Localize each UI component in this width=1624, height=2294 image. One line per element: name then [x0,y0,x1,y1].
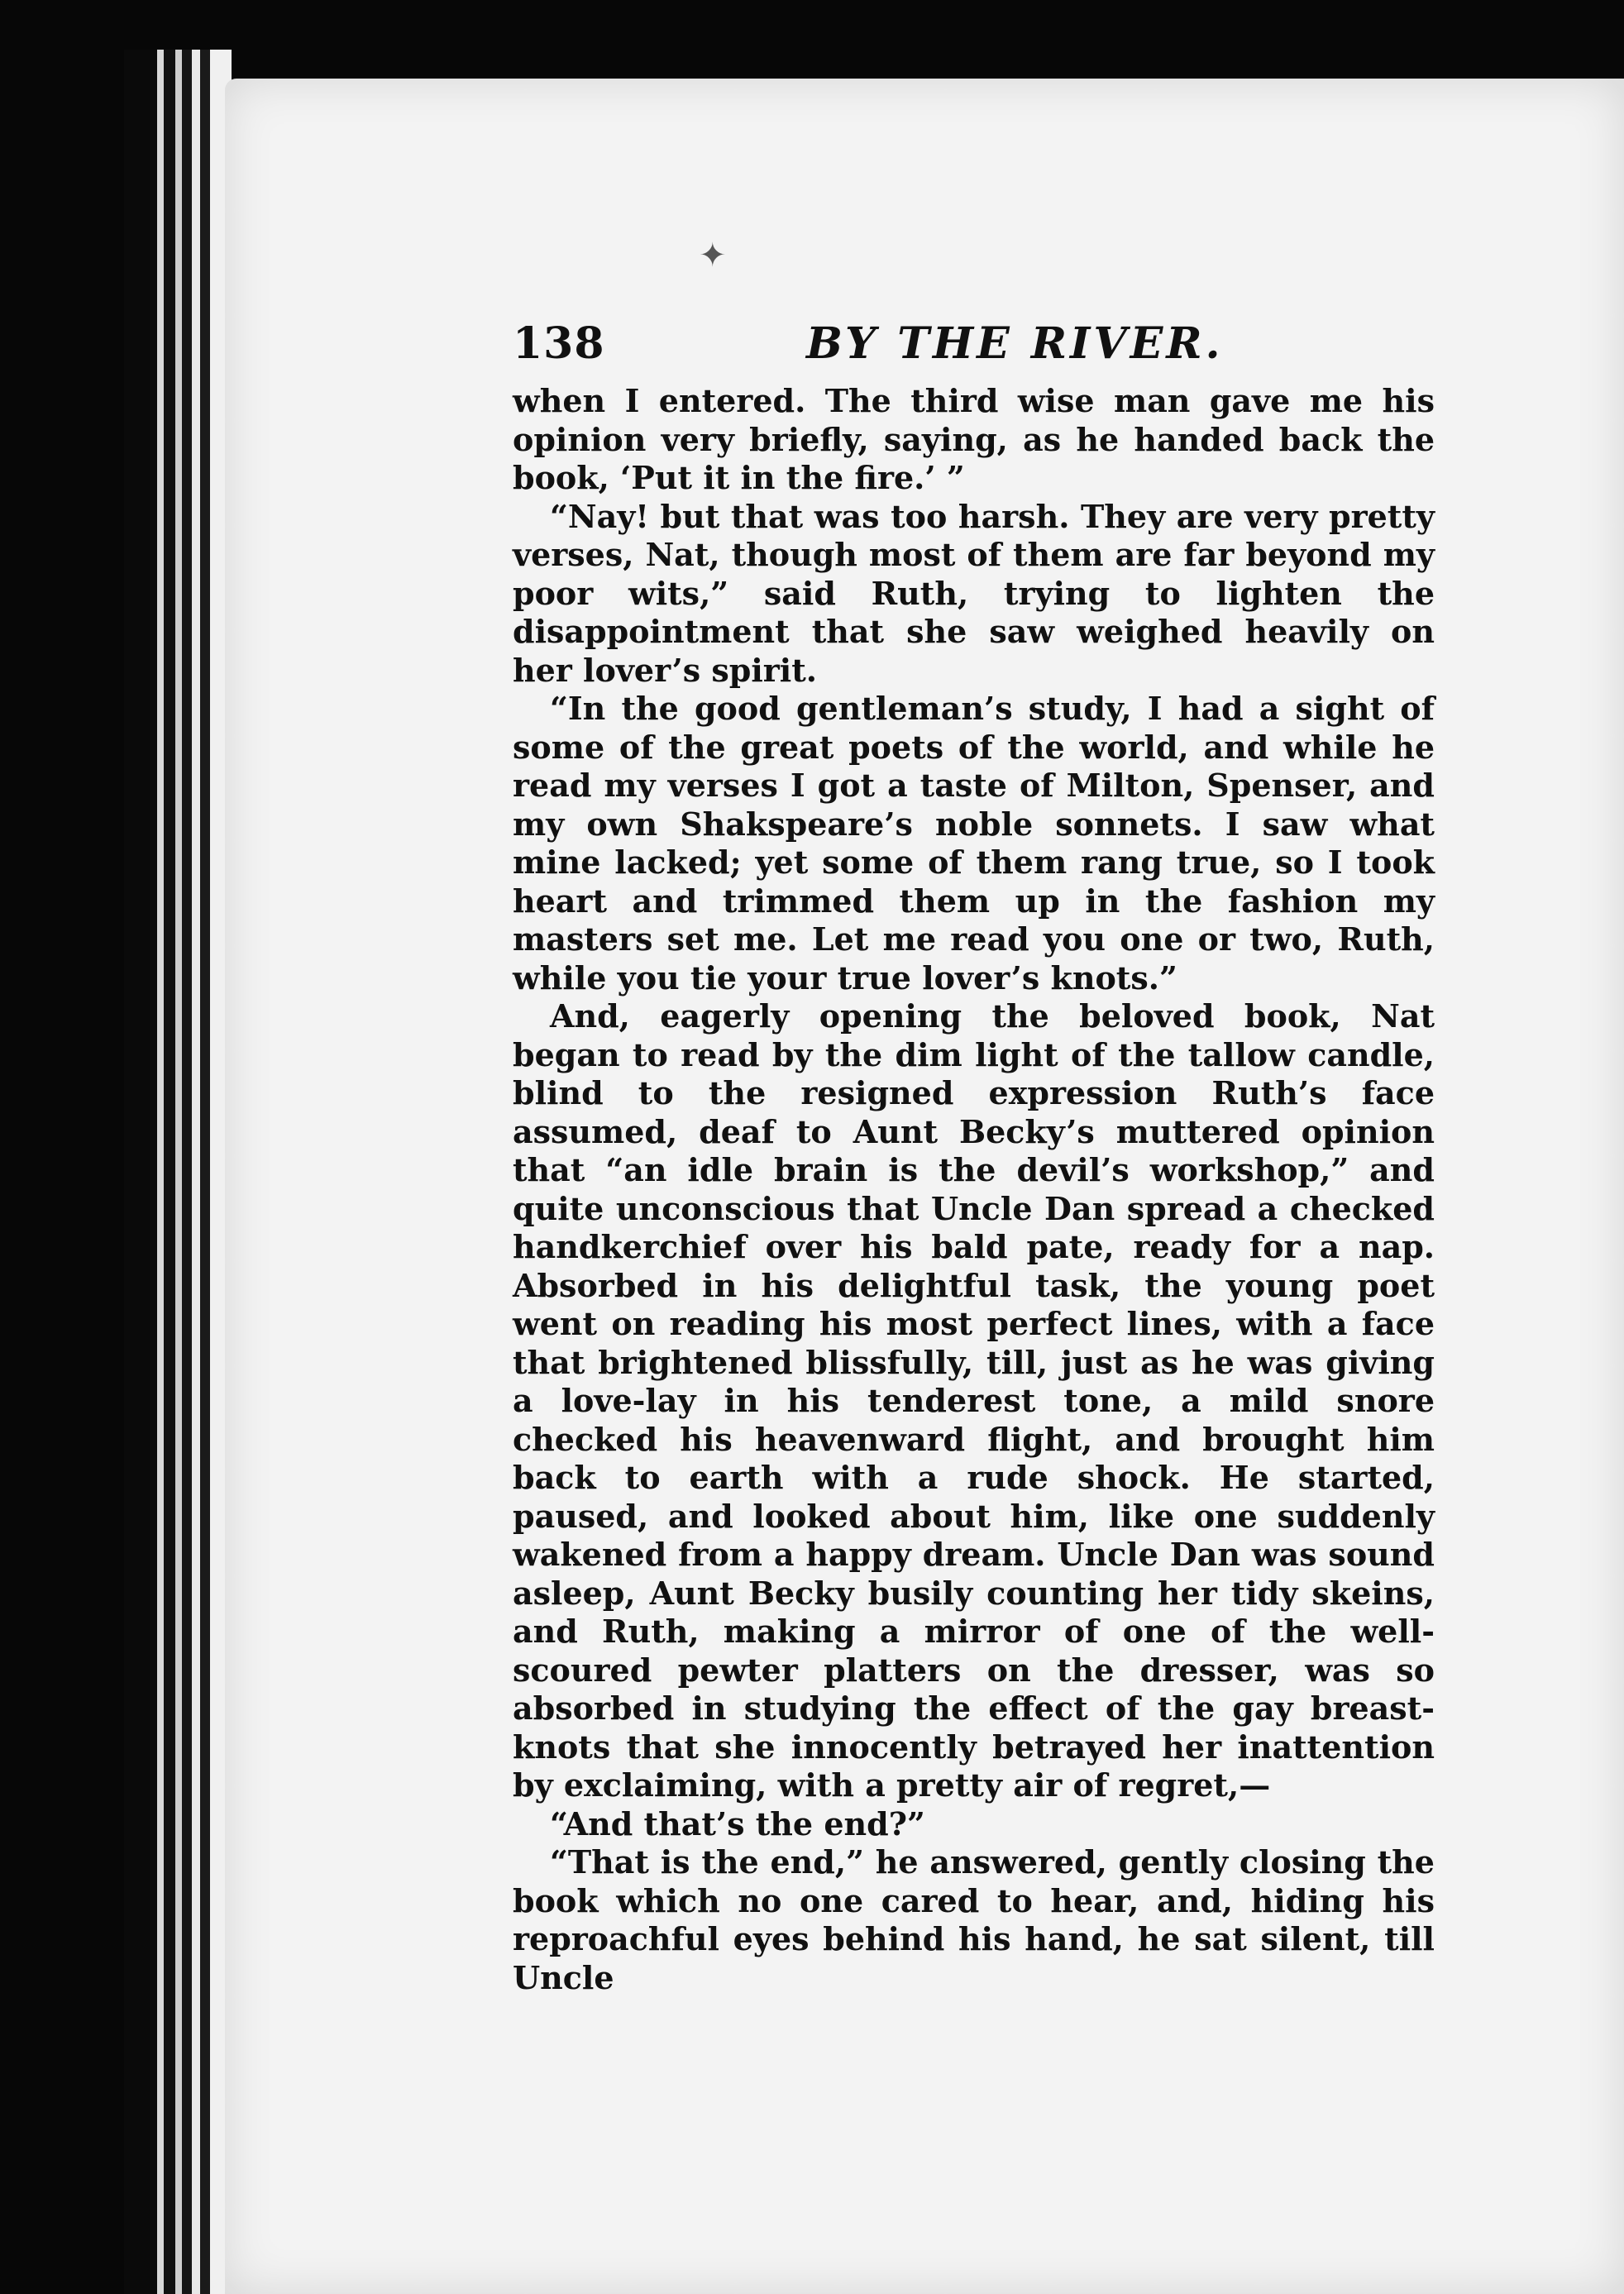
book-binding-edge [124,50,232,2294]
running-head: BY THE RIVER. [806,318,1224,369]
body-text [513,382,1435,1997]
page-blemish: ✦ [699,237,727,275]
paragraph: “Nay! but that was too harsh. They are very pretty verses, Nat, though most of them are far beyond my poor wits,” said Ruth, trying to lighten the disappointment that she saw weighed heavily on her lover’s spirit. [513,497,1435,689]
paragraph: And, eagerly opening the beloved book, Nat began to read by the dim light of the tallow candle, blind to the resigned expression Ruth’s face assumed, deaf to Aunt Becky’s muttered opinion that “an idle brain is the devil’s workshop,” and quite unconscious that Uncle Dan spread a checked handkerchief over his bald pate, ready for a nap. Absorbed in his delightful task, the young poet went on reading his most perfect lines, with a face that brightened blissfully, till, just as he was giving a love-lay in his tenderest tone, a mild snore checked his heavenward flight, and brought him back to earth with a rude shock. He started, paused, and looked about him, like one suddenly wakened from a happy dream. Uncle Dan was sound asleep, Aunt Becky busily counting her tidy skeins, and Ruth, making a mirror of one of the well-scoured pewter platters on the dresser, was so absorbed in studying the effect of the gay breast-knots that she innocently betrayed her inattention by exclaiming, with a pretty air of regret,— [513,997,1435,1804]
paragraph: “In the good gentleman’s study, I had a sight of some of the great poets of the world, and while he read my verses I got a taste of Milton, Spenser, and my own Shakspeare’s noble sonnets. I saw what mine lacked; yet some of them rang true, so I took heart and trimmed them up in the fashion my masters set me. Let me read you one or two, Ruth, while you tie your true lover’s knots.” [513,690,1435,996]
paragraph: “That is the end,” he answered, gently closing the book which no one cared to hear, and, hiding his reproachful eyes behind his hand, he sat silent, till Uncle [513,1843,1435,1996]
paragraph: “And that’s the end?” [550,1804,925,1842]
paragraph: when I entered. The third wise man gave me his opinion very briefly, saying, as he handed back the book, ‘Put it in the fire.’ ” [513,382,1435,496]
page-number: 138 [513,318,605,369]
page-header [513,318,1435,376]
